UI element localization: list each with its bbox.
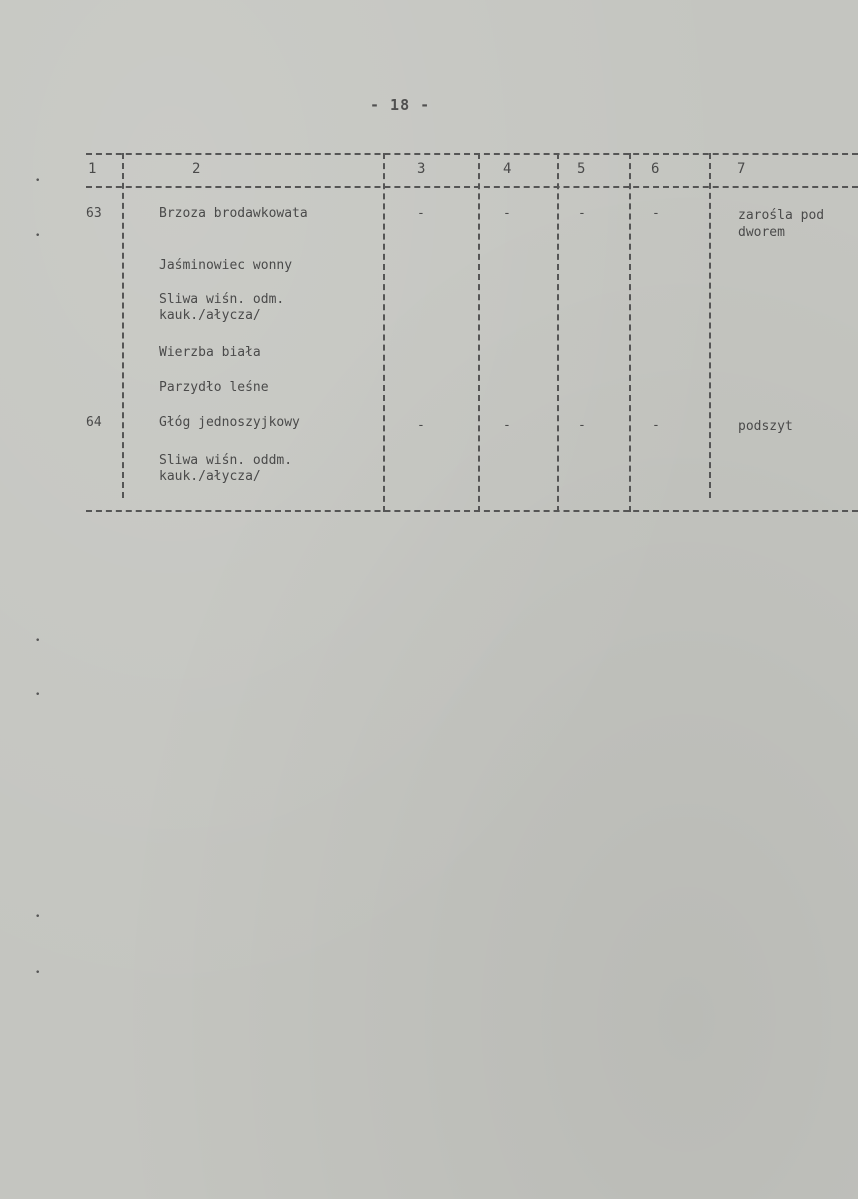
species-name-continued: kauk./ałycza/	[159, 308, 261, 323]
column-divider-2	[383, 153, 385, 512]
column-header-4: 4	[503, 161, 512, 177]
column-header-2: 2	[192, 161, 201, 177]
table-header-rule	[86, 186, 858, 188]
column-header-3: 3	[417, 161, 426, 177]
table-top-rule	[86, 153, 858, 155]
column-divider-3	[478, 153, 480, 512]
habitat-note: zarośla pod	[738, 208, 825, 223]
column-6-value: -	[652, 206, 660, 221]
column-5-value: -	[578, 206, 586, 221]
column-divider-5	[629, 153, 631, 512]
column-divider-1	[122, 153, 124, 498]
species-name: Sliwa wiśn. odm.	[159, 292, 285, 307]
species-name: Sliwa wiśn. oddm.	[159, 453, 293, 468]
column-header-7: 7	[737, 161, 746, 177]
column-3-value: -	[417, 418, 425, 433]
row-number: 64	[86, 415, 102, 430]
page-number: - 18 -	[370, 96, 431, 114]
column-4-value: -	[503, 206, 511, 221]
binder-mark: •	[35, 176, 41, 186]
column-header-5: 5	[577, 161, 586, 177]
species-name: Wierzba biała	[159, 345, 261, 360]
table-bottom-rule	[86, 510, 858, 512]
row-number: 63	[86, 206, 102, 221]
habitat-note: podszyt	[738, 419, 793, 434]
column-3-value: -	[417, 206, 425, 221]
column-header-6: 6	[651, 161, 660, 177]
binder-mark: •	[35, 912, 41, 922]
species-name: Brzoza brodawkowata	[159, 206, 308, 221]
binder-mark: •	[35, 231, 41, 241]
column-header-1: 1	[88, 161, 97, 177]
column-divider-6	[709, 153, 711, 498]
species-name: Głóg jednoszyjkowy	[159, 415, 300, 430]
species-name-continued: kauk./ałycza/	[159, 469, 261, 484]
binder-mark: •	[35, 636, 41, 646]
column-4-value: -	[503, 418, 511, 433]
column-6-value: -	[652, 418, 660, 433]
binder-mark: •	[35, 690, 41, 700]
column-5-value: -	[578, 418, 586, 433]
column-divider-4	[557, 153, 559, 512]
species-name: Jaśminowiec wonny	[159, 258, 293, 273]
habitat-note-continued: dworem	[738, 225, 785, 240]
binder-mark: •	[35, 968, 41, 978]
species-name: Parzydło leśne	[159, 380, 269, 395]
